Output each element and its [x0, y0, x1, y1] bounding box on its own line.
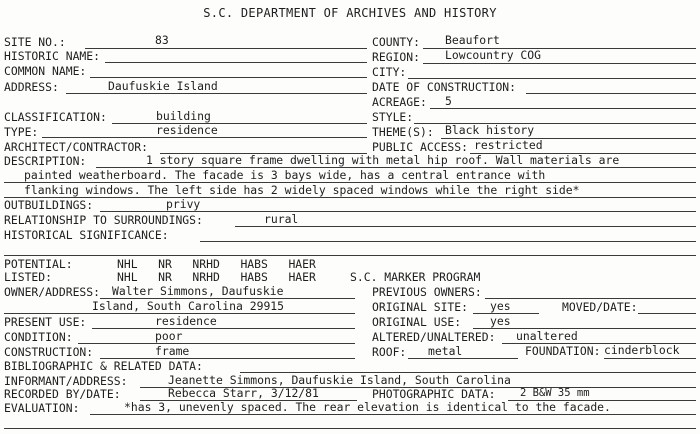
potential-codes: NHL NR NRHD HABS HAER	[117, 257, 316, 271]
construction-value: frame	[155, 344, 190, 358]
description-line-2: painted weatherboard. The facade is 3 bays wide, has a central entrance with	[24, 168, 546, 182]
informant-label: INFORMANT/ADDRESS:	[4, 374, 128, 388]
bibliographic-label: BIBLIOGRAPHIC & RELATED DATA:	[4, 359, 203, 373]
informant-value: Jeanette Simmons, Daufuskie Island, South Carolina	[168, 373, 511, 387]
date-of-construction-label: DATE OF CONSTRUCTION:	[372, 80, 517, 94]
photographic-data-label: PHOTOGRAPHIC DATA:	[372, 387, 496, 401]
description-line-1: 1 story square frame dwelling with metal hip roof. Wall materials are	[146, 153, 620, 167]
city-label: CITY:	[372, 65, 407, 79]
county-value: Beaufort	[445, 33, 500, 47]
roof-label: ROOF:	[372, 345, 407, 359]
historic-name-label: HISTORIC NAME:	[4, 49, 101, 63]
owner-label: OWNER/ADDRESS:	[4, 285, 101, 299]
listed-codes: NHL NR NRHD HABS HAER	[117, 270, 316, 284]
themes-value: Black history	[445, 123, 535, 137]
outbuildings-value: privy	[166, 197, 201, 211]
recorded-by-value: Rebecca Starr, 3/12/81	[168, 386, 319, 400]
description-label: DESCRIPTION:	[4, 154, 87, 168]
themes-label: THEME(S):	[372, 125, 434, 139]
photographic-data-value: 2 B&W 35 mm	[520, 387, 590, 399]
public-access-value: restricted	[474, 138, 543, 152]
common-name-label: COMMON NAME:	[4, 64, 87, 78]
foundation-value: cinderblock	[604, 343, 680, 357]
acreage-value: 5	[445, 94, 452, 108]
recorded-by-label: RECORDED BY/DATE:	[4, 387, 121, 401]
original-use-label: ORIGINAL USE:	[372, 315, 462, 329]
present-use-value: residence	[155, 314, 217, 328]
roof-value: metal	[428, 344, 463, 358]
owner-line-2: Island, South Carolina 29915	[92, 299, 285, 313]
listed-label: LISTED:	[4, 270, 53, 284]
public-access-label: PUBLIC ACCESS:	[372, 140, 469, 154]
altered-label: ALTERED/UNALTERED:	[372, 330, 496, 344]
moved-date-label: MOVED/DATE:	[562, 300, 638, 314]
construction-label: CONSTRUCTION:	[4, 345, 94, 359]
original-site-label: ORIGINAL SITE:	[372, 300, 469, 314]
marker-program-label: S.C. MARKER PROGRAM	[350, 270, 481, 284]
original-site-value: yes	[490, 299, 511, 313]
description-line-3: flanking windows. The left side has 2 widely spaced windows while the right side*	[24, 183, 580, 197]
acreage-label: ACREAGE:	[372, 95, 427, 109]
relationship-label: RELATIONSHIP TO SURROUNDINGS:	[4, 213, 203, 227]
classification-value: building	[156, 109, 211, 123]
historical-significance-label: HISTORICAL SIGNIFICANCE:	[4, 228, 169, 242]
classification-label: CLASSIFICATION:	[4, 110, 107, 124]
type-value: residence	[156, 123, 218, 137]
outbuildings-label: OUTBUILDINGS:	[4, 198, 94, 212]
region-value: Lowcountry COG	[445, 48, 542, 62]
form-header: S.C. DEPARTMENT OF ARCHIVES AND HISTORY	[203, 6, 497, 20]
condition-label: CONDITION:	[4, 330, 73, 344]
site-no-label: SITE NO.:	[4, 35, 66, 49]
county-label: COUNTY:	[372, 35, 421, 49]
style-label: STYLE:	[372, 110, 414, 124]
relationship-value: rural	[264, 212, 299, 226]
address-value: Daufuskie Island	[108, 79, 218, 93]
site-no-value: 83	[155, 33, 169, 47]
address-label: ADDRESS:	[4, 80, 59, 94]
foundation-label: FOUNDATION:	[525, 344, 601, 358]
altered-value: unaltered	[516, 329, 578, 343]
evaluation-value: *has 3, unevenly spaced. The rear elevation is identical to the facade.	[124, 400, 611, 414]
potential-label: POTENTIAL:	[4, 257, 73, 271]
evaluation-label: EVALUATION:	[4, 401, 80, 415]
architect-label: ARCHITECT/CONTRACTOR:	[4, 140, 149, 154]
type-label: TYPE:	[4, 125, 39, 139]
owner-line-1: Walter Simmons, Daufuskie	[112, 284, 284, 298]
region-label: REGION:	[372, 50, 421, 64]
present-use-label: PRESENT USE:	[4, 315, 87, 329]
previous-owners-label: PREVIOUS OWNERS:	[372, 285, 482, 299]
original-use-value: yes	[490, 314, 511, 328]
condition-value: poor	[155, 329, 183, 343]
